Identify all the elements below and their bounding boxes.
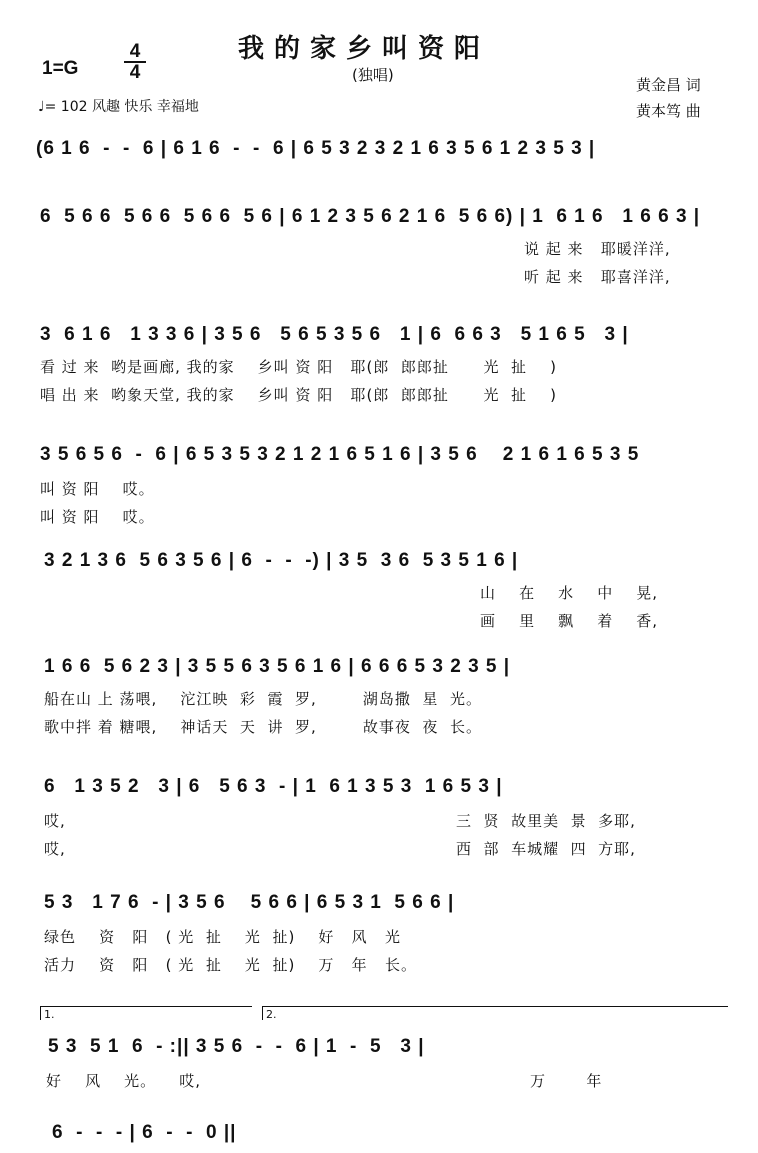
tempo-marking: ♩= 102 风趣 快乐 幸福地 — [38, 99, 199, 115]
lyric-row-6a: 船在山 上 荡喂, 沱江映 彩 霞 罗, 湖岛撒 星 光。 — [44, 690, 482, 708]
lyric-row-9b: 万 年 — [530, 1072, 603, 1090]
lyric-row-8b: 活力 资 阳 ( 光 扯 光 扯) 万 年 长。 — [44, 956, 417, 974]
volta-second-line — [262, 1006, 728, 1007]
notation-row-2: 6 5 6 6 5 6 6 5 6 6 5 6 | 6 1 2 3 5 6 2 1 6 5 6 6) | 1 6 1 6 1 6 6 3 | — [40, 206, 701, 227]
lyric-row-7b: 哎, — [44, 840, 66, 858]
notation-row-1: (6 1 6 - - 6 | 6 1 6 - - 6 | 6 5 3 2 3 2 1 6 3 5 6 1 2 3 5 3 | — [36, 138, 596, 159]
lyric-row-4a: 叫 资 阳 哎。 — [40, 480, 155, 498]
volta-first-label: 1. — [44, 1008, 55, 1021]
lyric-row-4b: 叫 资 阳 哎。 — [40, 508, 155, 526]
notation-row-9: 5 3 5 1 6 - :|| 3 5 6 - - 6 | 1 - 5 3 | — [48, 1036, 425, 1057]
score-title: 我的家乡叫资阳 — [238, 34, 491, 64]
lyric-row-8a: 绿色 资 阳 ( 光 扯 光 扯) 好 风 光 — [44, 928, 401, 946]
composer-credit: 黄本笃 曲 — [636, 102, 701, 120]
lyric-row-7d: 西 部 车城耀 四 方耶, — [456, 840, 636, 858]
lyric-row-7c: 三 贤 故里美 景 多耶, — [456, 812, 636, 830]
lyric-row-7a: 哎, — [44, 812, 66, 830]
notation-row-8: 5 3 1 7 6 - | 3 5 6 5 6 6 | 6 5 3 1 5 6 6 | — [44, 892, 455, 913]
notation-row-7: 6 1 3 5 2 3 | 6 5 6 3 - | 1 6 1 3 5 3 1 6 5 3 | — [44, 776, 503, 797]
lyric-row-3b: 唱 出 来 哟象天堂, 我的家 乡叫 资 阳 耶(郎 郎郎扯 光 扯 ) — [40, 386, 557, 404]
volta-second-left-tick — [262, 1006, 263, 1020]
lyric-row-3a: 看 过 来 哟是画廊, 我的家 乡叫 资 阳 耶(郎 郎郎扯 光 扯 ) — [40, 358, 557, 376]
lyricist-credit: 黄金昌 词 — [636, 76, 701, 94]
volta-second-label: 2. — [266, 1008, 277, 1021]
score-subtitle: (独唱) — [352, 66, 394, 84]
notation-row-5: 3 2 1 3 6 5 6 3 5 6 | 6 - - -) | 3 5 3 6 5 3 5 1 6 | — [44, 550, 519, 571]
lyric-row-6b: 歌中拌 着 糖喂, 神话天 天 讲 罗, 故事夜 夜 长。 — [44, 718, 482, 736]
notation-row-6: 1 6 6 5 6 2 3 | 3 5 5 6 3 5 6 1 6 | 6 6 6 5 3 2 3 5 | — [44, 656, 511, 677]
lyric-row-5a: 山 在 水 中 晃, — [480, 584, 659, 602]
time-signature — [124, 42, 146, 82]
time-signature-top: 4 — [124, 42, 146, 63]
lyric-row-5b: 画 里 飘 着 香, — [480, 612, 659, 630]
time-signature-bottom: 4 — [129, 62, 141, 83]
lyric-row-9a: 好 风 光。 哎, — [46, 1072, 201, 1090]
volta-first-left-tick — [40, 1006, 41, 1020]
volta-first-line — [40, 1006, 252, 1007]
notation-row-4: 3 5 6 5 6 - 6 | 6 5 3 5 3 2 1 2 1 6 5 1 6 | 3 5 6 2 1 6 1 6 5 3 5 — [40, 444, 640, 465]
key-signature: 1=G — [42, 58, 79, 79]
lyric-row-2a: 说 起 来 耶暖洋洋, — [524, 240, 671, 258]
notation-row-10: 6 - - - | 6 - - 0 || — [52, 1122, 237, 1143]
lyric-row-2b: 听 起 来 耶喜洋洋, — [524, 268, 671, 286]
notation-row-3: 3 6 1 6 1 3 3 6 | 3 5 6 5 6 5 3 5 6 1 | 6 6 6 3 5 1 6 5 3 | — [40, 324, 629, 345]
